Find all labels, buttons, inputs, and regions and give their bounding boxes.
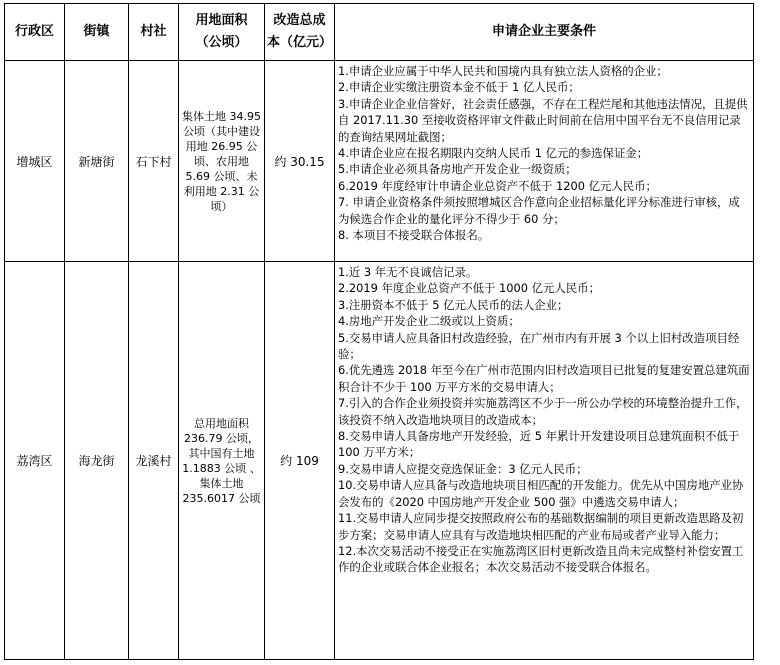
condition-item: 6.优先遴选 2018 年至今在广州市范围内旧村改造项目已批复的复建安置总建筑面积合计不少于 100 万平方米的交易申请人； xyxy=(338,363,750,394)
condition-item: 2.2019 年度企业总资产不低于 1000 亿元人民币； xyxy=(338,281,600,296)
cell-street: 新塘街 xyxy=(65,61,129,262)
condition-item: 5.申请企业必须具备房地产开发企业一级资质； xyxy=(338,162,577,177)
cell-region: 荔湾区 xyxy=(5,262,65,660)
condition-item: 8. 本项目不接受联合体报名。 xyxy=(338,228,490,243)
cell-conditions xyxy=(335,262,754,660)
header-village: 村社 xyxy=(129,4,179,61)
table-row xyxy=(5,262,754,660)
land-table-sheet xyxy=(4,3,754,660)
table-row xyxy=(5,61,754,262)
condition-item: 8.交易申请人具备房地产开发经验，近 5 年累计开发建设项目总建筑面积不低于 100 万平方米； xyxy=(338,429,740,460)
cell-region: 增城区 xyxy=(5,61,65,262)
cell-area: 总用地面积 236.79 公顷，其中国有土地 1.1883 公顷 、集体土地 235.6017 公顷 xyxy=(179,262,265,660)
header-street: 街镇 xyxy=(65,4,129,61)
land-redevelopment-table xyxy=(4,3,754,660)
header-cost xyxy=(265,4,335,61)
condition-item: 6.2019 年度经审计申请企业总资产不低于 1200 亿元人民币； xyxy=(338,178,657,193)
condition-item: 7. 申请企业资格条件须按照增城区合作意向企业招标量化评分标准进行审核，成为候选合作企业的量化评分不得少于 60 分； xyxy=(338,195,740,226)
condition-item: 12.本次交易活动不接受正在实施荔湾区旧村更新改造且尚未完成整村补偿安置工作的企业或联合体企业报名；本次交易活动不接受联合体报名。 xyxy=(338,543,744,575)
condition-item: 1.近 3 年无不良诚信记录。 xyxy=(338,265,478,279)
cell-cost: 约 109 xyxy=(265,262,335,660)
condition-item: 2.申请企业实缴注册资本金不低于 1 亿人民币； xyxy=(338,80,580,95)
condition-item: 1.申请企业应属于中华人民共和国境内具有独立法人资格的企业； xyxy=(338,64,668,78)
header-cost-line2: 本（亿元） xyxy=(266,35,332,50)
cell-village: 石下村 xyxy=(129,61,179,262)
condition-item: 11.交易申请人应同步提交按照政府公布的基础数据编制的项目更新改造思路及初步方案；交易申请人应具有与改造地块相匹配的产业布局或者产业导入能力； xyxy=(338,511,744,542)
condition-item: 5.交易申请人应具备旧村改造经验，在广州市内有开展 3 个以上旧村改造项目经验； xyxy=(338,330,740,362)
header-area-line2: （公顷） xyxy=(195,35,248,50)
cell-area: 集体土地 34.95 公顷（其中建设用地 26.95 公顷、农用地 5.69 公顷、未利用地 2.31 公顷） xyxy=(179,61,265,262)
condition-item: 3.注册资本不低于 5 亿元人民币的法人企业； xyxy=(338,297,569,312)
header-row xyxy=(5,4,754,61)
condition-item: 7.引入的合作企业须投资并实施荔湾区不少于一所公办学校的环境整治提升工作，该投资不纳入改造地块项目的改造成本； xyxy=(338,396,748,427)
header-area xyxy=(179,4,265,61)
cell-street: 海龙街 xyxy=(65,262,129,660)
condition-item: 4.申请企业应在报名期限内交纳人民币 1 亿元的参选保证金； xyxy=(338,146,649,161)
condition-item: 9.交易申请人应提交竞选保证金：3 亿元人民币； xyxy=(338,461,588,476)
condition-item: 10.交易申请人应具备与改造地块项目相匹配的开发能力。优先从中国房地产业协会发布的《2020 中国房地产开发企业 500 强》中遴选交易申请人； xyxy=(338,478,744,509)
header-conditions: 申请企业主要条件 xyxy=(335,4,754,61)
header-area-line1: 用地面积 xyxy=(195,13,248,28)
cell-cost: 约 30.15 xyxy=(265,61,335,262)
condition-item: 4.房地产开发企业二级或以上资质； xyxy=(338,314,520,329)
condition-item: 3.申请企业企业信誉好，社会责任感强，不存在工程烂尾和其他违法情况，且提供自 2017.11.30 至接收资格评审文件截止时间前在信用中国平台无不良信用记录的查询结果网址截图； xyxy=(338,96,748,144)
cell-conditions xyxy=(335,61,754,262)
header-region: 行政区 xyxy=(5,4,65,61)
header-cost-line1: 改造总成 xyxy=(273,13,326,28)
cell-village: 龙溪村 xyxy=(129,262,179,660)
